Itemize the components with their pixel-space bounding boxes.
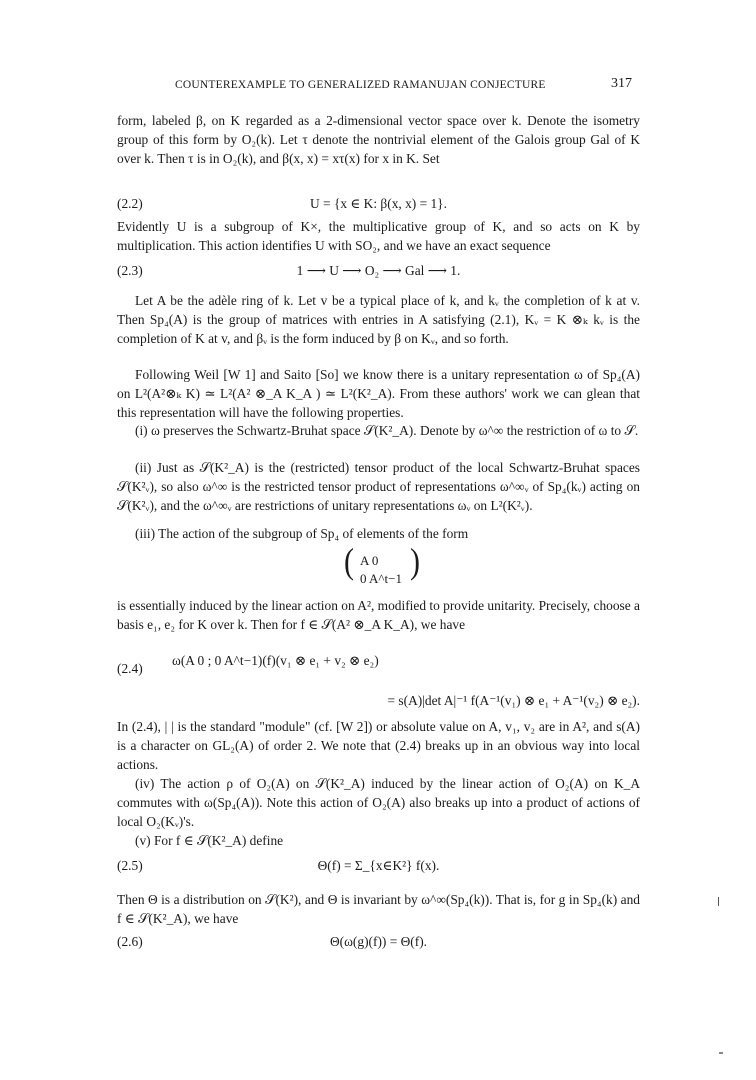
paragraph-2: Evidently U is a subgroup of K×, the multiplicative group of K, and so acts on K by multiplication. This action identifies U with SO₂, and we have an exact sequence bbox=[117, 219, 640, 254]
equation-2-3 bbox=[117, 263, 640, 283]
equation-body: Θ(f) = Σ_{x∈K²} f(x). bbox=[317, 858, 440, 873]
paragraph-6: In (2.4), | | is the standard "module" (cf. [W 2]) or absolute value on A, v₁, v₂ are in A², and s(A) is a character on GL₂(A) of order 2. We note that (2.4) breaks up in an obvious way into local actions. bbox=[117, 719, 640, 773]
right-paren: ) bbox=[410, 541, 420, 582]
paragraph-3: Let A be the adèle ring of k. Let v be a typical place of k, and kᵥ the completion of k at v. Then Sp₄(A) is the group of matrices with entries in A satisfying (2.1), Kᵥ = K ⊗ₖ kᵥ is the completion of K at v, and βᵥ is the form induced by β on Kᵥ, and so forth. bbox=[117, 293, 640, 347]
page-number: 317 bbox=[611, 76, 632, 91]
matrix-row-1: A 0 bbox=[360, 553, 379, 568]
scan-speck bbox=[719, 1052, 723, 1054]
paragraph-4: Following Weil [W 1] and Saito [So] we know there is a unitary representation ω of Sp₄(A) on L²(A²⊗ₖ K) ≃ L²(A² ⊗_A K_A ) ≃ L²(K²_A). From these authors' work we can glean that this representation will have the following properties. bbox=[117, 367, 640, 421]
equation-2-4 bbox=[117, 647, 640, 691]
property-iii: (iii) The action of the subgroup of Sp₄ of elements of the form bbox=[135, 526, 469, 541]
paragraph-5: is essentially induced by the linear action on A², modified to provide unitarity. Precisely, choose a basis e₁, e₂ for K over k. Then for f ∈ 𝒮(A² ⊗_A K_A), we have bbox=[117, 598, 640, 633]
equation-number: (2.4) bbox=[117, 661, 143, 676]
equation-line-2: = s(A)|det A|⁻¹ f(A⁻¹(v₁) ⊗ e₁ + A⁻¹(v₂) ⊗ e₂). bbox=[387, 693, 640, 708]
matrix-display bbox=[344, 541, 430, 591]
left-paren: ( bbox=[344, 541, 354, 582]
equation-body: U = {x ∈ K: β(x, x) = 1}. bbox=[310, 196, 447, 211]
equation-number: (2.3) bbox=[117, 263, 143, 278]
equation-2-5 bbox=[117, 858, 640, 878]
equation-number: (2.6) bbox=[117, 934, 143, 949]
property-ii: (ii) Just as 𝒮(K²_A) is the (restricted) tensor product of the local Schwartz-Bruhat spaces 𝒮(K²ᵥ), so also ω^∞ is the restricted tensor product of representations ω^∞ᵥ of Sp₄(kᵥ) acting on 𝒮(K²ᵥ), and the ω^∞ᵥ are restrictions of unitary representations ωᵥ on L²(K²ᵥ). bbox=[117, 460, 640, 514]
equation-number: (2.2) bbox=[117, 196, 143, 211]
equation-2-2 bbox=[117, 196, 640, 216]
matrix-row-2: 0 A^t−1 bbox=[360, 571, 402, 586]
equation-body: Θ(ω(g)(f)) = Θ(f). bbox=[329, 934, 428, 949]
equation-line-1: ω(A 0 ; 0 A^t−1)(f)(v₁ ⊗ e₁ + v₂ ⊗ e₂) bbox=[172, 653, 379, 668]
property-i: (i) ω preserves the Schwartz-Bruhat space 𝒮(K²_A). Denote by ω^∞ the restriction of ω to 𝒮. bbox=[135, 423, 639, 438]
property-v: (v) For f ∈ 𝒮(K²_A) define bbox=[135, 833, 284, 848]
paragraph-7: Then Θ is a distribution on 𝒮(K²), and Θ is invariant by ω^∞(Sp₄(k)). That is, for g in Sp₄(k) and f ∈ 𝒮(K²_A), we have bbox=[117, 892, 640, 927]
equation-body: 1 ⟶ U ⟶ O₂ ⟶ Gal ⟶ 1. bbox=[296, 263, 461, 278]
equation-2-6 bbox=[117, 934, 640, 954]
equation-number: (2.5) bbox=[117, 858, 143, 873]
paragraph-1: form, labeled β, on K regarded as a 2-dimensional vector space over k. Denote the isometry group of this form by O₂(k). Let τ denote the nontrivial element of the Galois group Gal of K over k. Then τ is in O₂(k), and β(x, x) = xτ(x) for x in K. Set bbox=[117, 113, 640, 167]
margin-mark bbox=[718, 897, 719, 906]
property-iv: (iv) The action ρ of O₂(A) on 𝒮(K²_A) induced by the linear action of O₂(A) on K_A commutes with ω(Sp₄(A)). Note this action of O₂(A) also breaks up into a product of actions of local O₂(Kᵥ)'s. bbox=[117, 776, 640, 830]
running-title: COUNTEREXAMPLE TO GENERALIZED RAMANUJAN CONJECTURE bbox=[175, 79, 546, 91]
equation-2-4-continued bbox=[117, 693, 640, 713]
